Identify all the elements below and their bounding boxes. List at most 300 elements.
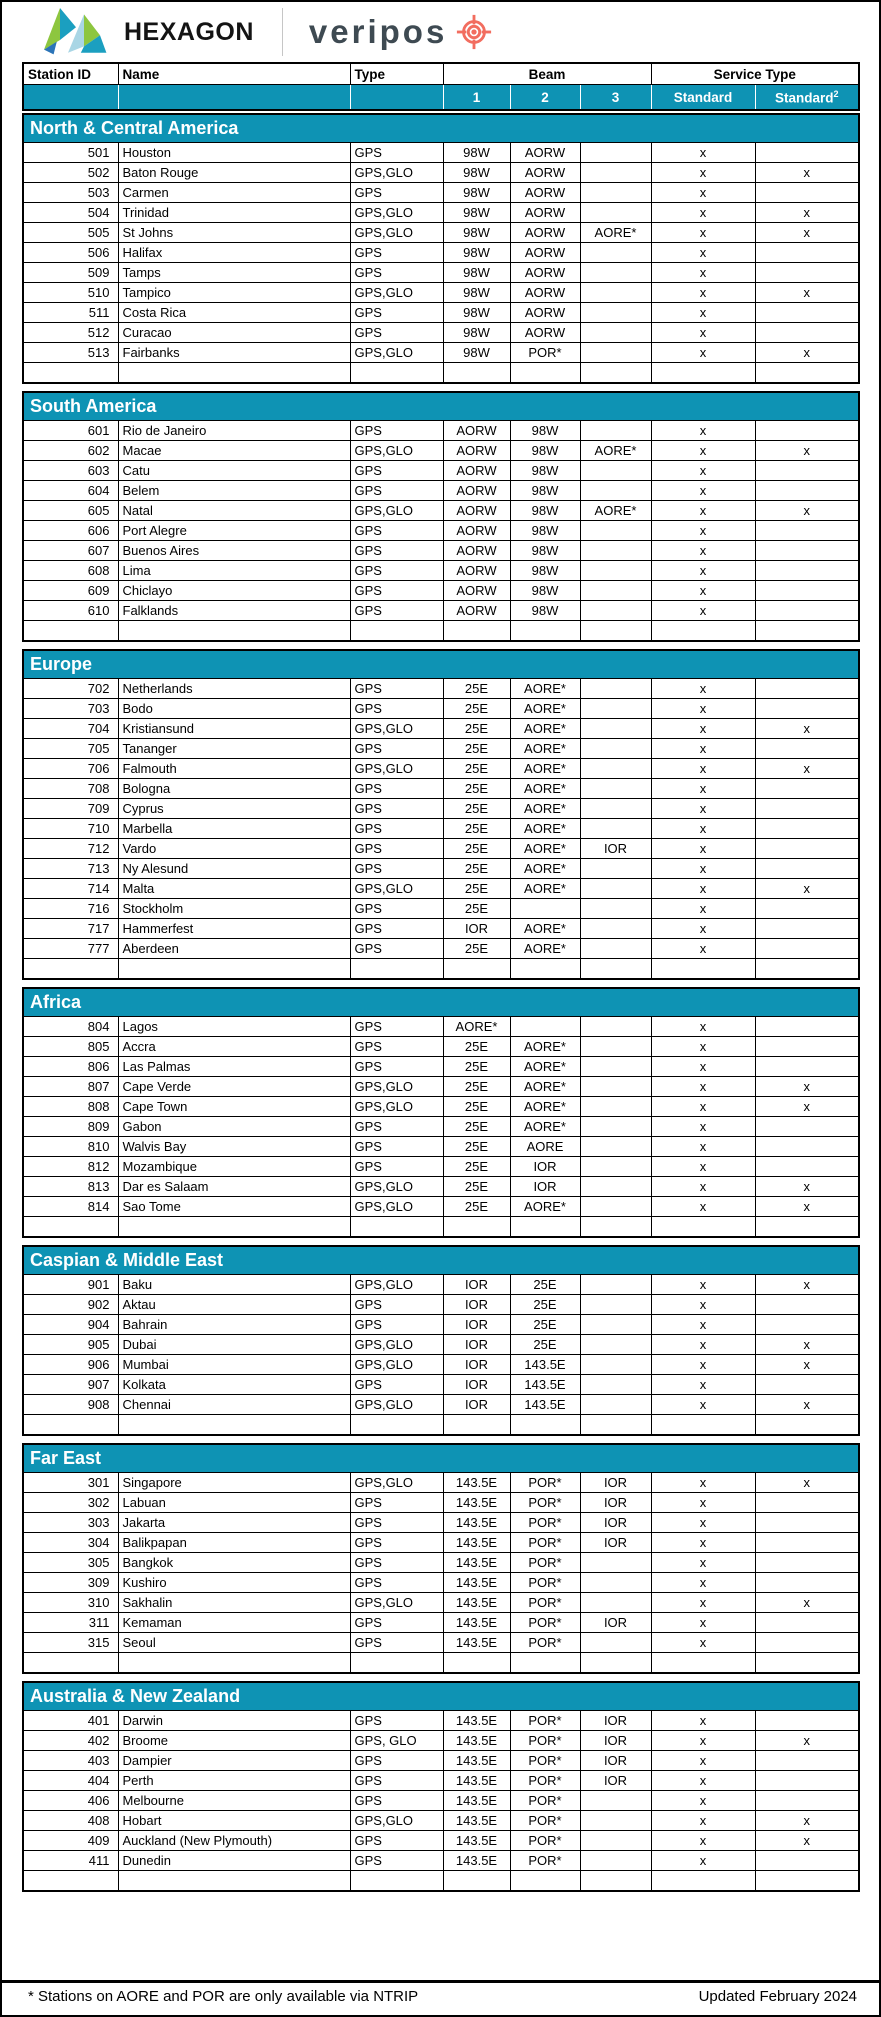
- table-row: [23, 323, 859, 343]
- type-cell: GPS,GLO: [350, 1077, 443, 1097]
- type-cell: GPS: [350, 1791, 443, 1811]
- beam2-cell: AORW: [510, 163, 580, 183]
- beam3-cell: [580, 163, 651, 183]
- table-row: [23, 1395, 859, 1415]
- type-cell: GPS: [350, 1037, 443, 1057]
- station-id-cell: 315: [23, 1633, 118, 1653]
- station-id-cell: 703: [23, 699, 118, 719]
- beam1-cell: AORW: [443, 441, 510, 461]
- standard-cell: x: [651, 1117, 755, 1137]
- standard-cell: x: [651, 859, 755, 879]
- type-cell: GPS,GLO: [350, 1197, 443, 1217]
- station-id-cell: 804: [23, 1017, 118, 1037]
- station-id-cell: 908: [23, 1395, 118, 1415]
- type-cell: GPS: [350, 1573, 443, 1593]
- beam1-cell: 143.5E: [443, 1593, 510, 1613]
- empty-cell: [118, 1653, 350, 1674]
- beam1-cell: 25E: [443, 759, 510, 779]
- name-cell: Houston: [118, 143, 350, 163]
- beam3-cell: [580, 1831, 651, 1851]
- table-row: [23, 1037, 859, 1057]
- name-cell: Baton Rouge: [118, 163, 350, 183]
- beam1-cell: 143.5E: [443, 1633, 510, 1653]
- station-id-cell: 901: [23, 1275, 118, 1295]
- name-cell: Bodo: [118, 699, 350, 719]
- beam3-cell: [580, 581, 651, 601]
- table-row: [23, 699, 859, 719]
- station-id-cell: 505: [23, 223, 118, 243]
- standard2-cell: x: [755, 501, 859, 521]
- station-id-cell: 502: [23, 163, 118, 183]
- table-row: [23, 1335, 859, 1355]
- name-cell: Macae: [118, 441, 350, 461]
- standard-cell: x: [651, 1097, 755, 1117]
- station-id-cell: 605: [23, 501, 118, 521]
- section-table: [22, 649, 860, 980]
- beam2-cell: 98W: [510, 521, 580, 541]
- station-id-cell: 304: [23, 1533, 118, 1553]
- name-cell: Trinidad: [118, 203, 350, 223]
- empty-cell: [510, 1653, 580, 1674]
- beam1-cell: 25E: [443, 699, 510, 719]
- name-cell: Cape Verde: [118, 1077, 350, 1097]
- station-id-cell: 777: [23, 939, 118, 959]
- standard-cell: x: [651, 323, 755, 343]
- empty-row: [23, 959, 859, 980]
- standard-cell: x: [651, 1177, 755, 1197]
- standard-cell: x: [651, 1037, 755, 1057]
- type-cell: GPS: [350, 1157, 443, 1177]
- type-cell: GPS: [350, 899, 443, 919]
- station-id-cell: 301: [23, 1473, 118, 1493]
- type-cell: GPS,GLO: [350, 501, 443, 521]
- beam1-cell: 143.5E: [443, 1513, 510, 1533]
- beam2-cell: POR*: [510, 1831, 580, 1851]
- empty-cell: [580, 1653, 651, 1674]
- name-cell: Chiclayo: [118, 581, 350, 601]
- name-cell: Tamps: [118, 263, 350, 283]
- name-cell: Las Palmas: [118, 1057, 350, 1077]
- beam1-cell: 25E: [443, 839, 510, 859]
- beam2-cell: AORE*: [510, 679, 580, 699]
- beam2-cell: [510, 899, 580, 919]
- empty-cell: [350, 621, 443, 642]
- beam2-cell: AORE*: [510, 759, 580, 779]
- standard2-cell: [755, 421, 859, 441]
- station-id-cell: 810: [23, 1137, 118, 1157]
- beam2-cell: POR*: [510, 1711, 580, 1731]
- beam2-cell: 143.5E: [510, 1355, 580, 1375]
- beam2-cell: AORE*: [510, 839, 580, 859]
- empty-cell: [443, 959, 510, 980]
- station-id-cell: 812: [23, 1157, 118, 1177]
- beam2-cell: AORW: [510, 223, 580, 243]
- beam1-cell: IOR: [443, 919, 510, 939]
- standard-cell: x: [651, 203, 755, 223]
- name-cell: Kemaman: [118, 1613, 350, 1633]
- beam2-cell: AORE*: [510, 859, 580, 879]
- table-row: [23, 1533, 859, 1553]
- empty-cell: [755, 621, 859, 642]
- beam1-cell: 25E: [443, 679, 510, 699]
- beam3-cell: IOR: [580, 839, 651, 859]
- empty-cell: [350, 959, 443, 980]
- name-cell: Sakhalin: [118, 1593, 350, 1613]
- sub-header-beam-2: 2: [510, 85, 580, 111]
- section-header-row: [23, 392, 859, 421]
- type-cell: GPS: [350, 243, 443, 263]
- beam1-cell: 143.5E: [443, 1731, 510, 1751]
- beam1-cell: AORE*: [443, 1017, 510, 1037]
- standard-cell: x: [651, 779, 755, 799]
- station-id-cell: 513: [23, 343, 118, 363]
- empty-cell: [118, 959, 350, 980]
- beam2-cell: 98W: [510, 461, 580, 481]
- beam1-cell: 25E: [443, 939, 510, 959]
- beam3-cell: [580, 1037, 651, 1057]
- table-row: [23, 1057, 859, 1077]
- standard2-cell: x: [755, 1811, 859, 1831]
- type-cell: GPS: [350, 1751, 443, 1771]
- standard-cell: x: [651, 1513, 755, 1533]
- station-id-cell: 805: [23, 1037, 118, 1057]
- empty-cell: [651, 1415, 755, 1436]
- name-cell: Halifax: [118, 243, 350, 263]
- beam3-cell: [580, 679, 651, 699]
- standard2-cell: [755, 679, 859, 699]
- station-id-cell: 603: [23, 461, 118, 481]
- empty-cell: [651, 1217, 755, 1238]
- beam1-cell: 143.5E: [443, 1811, 510, 1831]
- name-cell: Bologna: [118, 779, 350, 799]
- beam2-cell: 143.5E: [510, 1395, 580, 1415]
- name-cell: Dampier: [118, 1751, 350, 1771]
- section-header-row: [23, 114, 859, 143]
- beam1-cell: 25E: [443, 1037, 510, 1057]
- standard2-sup: 2: [833, 88, 839, 99]
- type-cell: GPS: [350, 1613, 443, 1633]
- standard2-cell: x: [755, 1077, 859, 1097]
- beam1-cell: 143.5E: [443, 1493, 510, 1513]
- station-id-cell: 713: [23, 859, 118, 879]
- beam1-cell: 98W: [443, 203, 510, 223]
- name-cell: Bangkok: [118, 1553, 350, 1573]
- empty-cell: [118, 1217, 350, 1238]
- beam1-cell: 143.5E: [443, 1751, 510, 1771]
- beam1-cell: IOR: [443, 1275, 510, 1295]
- station-id-cell: 311: [23, 1613, 118, 1633]
- beam2-cell: [510, 1017, 580, 1037]
- beam2-cell: AORE*: [510, 799, 580, 819]
- empty-cell: [755, 959, 859, 980]
- veripos-target-icon: [455, 13, 493, 51]
- beam3-cell: IOR: [580, 1473, 651, 1493]
- beam3-cell: [580, 1117, 651, 1137]
- sub-header-standard: Standard: [651, 85, 755, 111]
- name-cell: Fairbanks: [118, 343, 350, 363]
- standard2-cell: x: [755, 879, 859, 899]
- station-id-cell: 411: [23, 1851, 118, 1871]
- beam2-cell: AORE*: [510, 919, 580, 939]
- standard-cell: x: [651, 561, 755, 581]
- type-cell: GPS: [350, 1513, 443, 1533]
- section-title: Far East: [23, 1444, 859, 1473]
- type-cell: GPS: [350, 1633, 443, 1653]
- station-id-cell: 807: [23, 1077, 118, 1097]
- beam1-cell: 143.5E: [443, 1553, 510, 1573]
- empty-cell: [118, 1871, 350, 1892]
- empty-cell: [350, 363, 443, 384]
- standard-cell: x: [651, 421, 755, 441]
- station-id-cell: 506: [23, 243, 118, 263]
- type-cell: GPS: [350, 1493, 443, 1513]
- type-cell: GPS,GLO: [350, 1395, 443, 1415]
- station-id-cell: 702: [23, 679, 118, 699]
- name-cell: Darwin: [118, 1711, 350, 1731]
- type-cell: GPS,GLO: [350, 1097, 443, 1117]
- table-row: [23, 1197, 859, 1217]
- beam1-cell: 25E: [443, 899, 510, 919]
- standard-cell: x: [651, 759, 755, 779]
- table-row: [23, 1573, 859, 1593]
- name-cell: Dubai: [118, 1335, 350, 1355]
- station-id-cell: 510: [23, 283, 118, 303]
- type-cell: GPS: [350, 421, 443, 441]
- table-row: [23, 1177, 859, 1197]
- section-table: [22, 1443, 860, 1674]
- standard2-cell: [755, 1057, 859, 1077]
- station-id-cell: 717: [23, 919, 118, 939]
- station-id-cell: 501: [23, 143, 118, 163]
- standard2-cell: x: [755, 1473, 859, 1493]
- standard2-cell: [755, 1573, 859, 1593]
- empty-cell: [651, 1871, 755, 1892]
- empty-cell: [443, 1217, 510, 1238]
- table-row: [23, 1097, 859, 1117]
- beam2-cell: POR*: [510, 1493, 580, 1513]
- beam2-cell: POR*: [510, 1811, 580, 1831]
- type-cell: GPS,GLO: [350, 1811, 443, 1831]
- type-cell: GPS: [350, 839, 443, 859]
- standard2-cell: [755, 1633, 859, 1653]
- beam3-cell: IOR: [580, 1613, 651, 1633]
- beam3-cell: IOR: [580, 1771, 651, 1791]
- table-row: [23, 859, 859, 879]
- beam1-cell: 25E: [443, 859, 510, 879]
- table-row: [23, 1771, 859, 1791]
- standard-cell: x: [651, 1077, 755, 1097]
- type-cell: GPS: [350, 581, 443, 601]
- type-cell: GPS: [350, 601, 443, 621]
- type-cell: GPS,GLO: [350, 203, 443, 223]
- standard2-cell: [755, 739, 859, 759]
- station-id-cell: 504: [23, 203, 118, 223]
- footnote: * Stations on AORE and POR are only available via NTRIP: [28, 1988, 419, 2005]
- type-cell: GPS,GLO: [350, 879, 443, 899]
- beam1-cell: 25E: [443, 779, 510, 799]
- standard2-cell: x: [755, 1197, 859, 1217]
- table-row: [23, 421, 859, 441]
- station-id-cell: 601: [23, 421, 118, 441]
- standard-cell: x: [651, 1731, 755, 1751]
- table-row: [23, 1553, 859, 1573]
- veripos-wordmark: veripos: [308, 13, 448, 50]
- station-id-cell: 302: [23, 1493, 118, 1513]
- standard2-cell: [755, 481, 859, 501]
- station-id-cell: 902: [23, 1295, 118, 1315]
- beam3-cell: [580, 799, 651, 819]
- beam1-cell: 98W: [443, 143, 510, 163]
- beam2-cell: 143.5E: [510, 1375, 580, 1395]
- beam3-cell: [580, 779, 651, 799]
- section-table: [22, 987, 860, 1238]
- standard2-cell: x: [755, 283, 859, 303]
- empty-cell: [580, 1217, 651, 1238]
- beam2-cell: POR*: [510, 1473, 580, 1493]
- standard2-cell: [755, 1315, 859, 1335]
- empty-cell: [755, 1871, 859, 1892]
- type-cell: GPS: [350, 541, 443, 561]
- empty-cell: [580, 363, 651, 384]
- table-row: [23, 143, 859, 163]
- beam3-cell: [580, 303, 651, 323]
- standard2-cell: [755, 799, 859, 819]
- empty-cell: [443, 1415, 510, 1436]
- empty-cell: [23, 621, 118, 642]
- section-table: [22, 1681, 860, 1892]
- type-cell: GPS: [350, 183, 443, 203]
- empty-cell: [510, 1217, 580, 1238]
- standard-cell: x: [651, 719, 755, 739]
- beam3-cell: AORE*: [580, 223, 651, 243]
- empty-cell: [350, 1217, 443, 1238]
- standard-cell: x: [651, 501, 755, 521]
- beam3-cell: IOR: [580, 1711, 651, 1731]
- sub-header-beam-1: 1: [443, 85, 510, 111]
- beam2-cell: POR*: [510, 1633, 580, 1653]
- type-cell: GPS: [350, 263, 443, 283]
- empty-cell: [350, 1415, 443, 1436]
- station-id-cell: 709: [23, 799, 118, 819]
- standard-cell: x: [651, 1613, 755, 1633]
- table-row: [23, 799, 859, 819]
- beam2-cell: 98W: [510, 421, 580, 441]
- beam1-cell: IOR: [443, 1315, 510, 1335]
- beam3-cell: [580, 1157, 651, 1177]
- table-row: [23, 1751, 859, 1771]
- beam2-cell: 25E: [510, 1315, 580, 1335]
- beam2-cell: AORE*: [510, 939, 580, 959]
- station-id-cell: 305: [23, 1553, 118, 1573]
- standard2-cell: x: [755, 719, 859, 739]
- table-row: [23, 819, 859, 839]
- standard2-cell: [755, 1295, 859, 1315]
- section-title: Europe: [23, 650, 859, 679]
- standard-cell: x: [651, 799, 755, 819]
- beam3-cell: IOR: [580, 1533, 651, 1553]
- name-cell: Lima: [118, 561, 350, 581]
- station-id-cell: 708: [23, 779, 118, 799]
- station-id-cell: 309: [23, 1573, 118, 1593]
- beam3-cell: AORE*: [580, 501, 651, 521]
- beam2-cell: POR*: [510, 1533, 580, 1553]
- standard-cell: x: [651, 1197, 755, 1217]
- station-id-cell: 714: [23, 879, 118, 899]
- type-cell: GPS,GLO: [350, 343, 443, 363]
- beam1-cell: 25E: [443, 1137, 510, 1157]
- beam3-cell: [580, 481, 651, 501]
- type-cell: GPS: [350, 739, 443, 759]
- beam2-cell: 98W: [510, 581, 580, 601]
- type-cell: GPS: [350, 699, 443, 719]
- type-cell: GPS, GLO: [350, 1731, 443, 1751]
- col-header-service-type: Service Type: [651, 63, 859, 85]
- standard2-cell: [755, 323, 859, 343]
- standard-cell: x: [651, 163, 755, 183]
- type-cell: GPS: [350, 561, 443, 581]
- beam1-cell: 25E: [443, 1157, 510, 1177]
- table-row: [23, 1117, 859, 1137]
- table-row: [23, 303, 859, 323]
- beam1-cell: 143.5E: [443, 1473, 510, 1493]
- beam3-cell: AORE*: [580, 441, 651, 461]
- table-row: [23, 939, 859, 959]
- beam1-cell: AORW: [443, 541, 510, 561]
- station-id-cell: 511: [23, 303, 118, 323]
- beam2-cell: AORE*: [510, 719, 580, 739]
- beam3-cell: [580, 541, 651, 561]
- standard-cell: x: [651, 679, 755, 699]
- station-id-cell: 905: [23, 1335, 118, 1355]
- beam3-cell: [580, 1633, 651, 1653]
- standard-cell: x: [651, 939, 755, 959]
- name-cell: Vardo: [118, 839, 350, 859]
- beam3-cell: [580, 1335, 651, 1355]
- beam2-cell: AORW: [510, 263, 580, 283]
- beam3-cell: [580, 1077, 651, 1097]
- beam2-cell: POR*: [510, 1731, 580, 1751]
- beam2-cell: 98W: [510, 481, 580, 501]
- name-cell: Singapore: [118, 1473, 350, 1493]
- table-row: [23, 163, 859, 183]
- name-cell: Kolkata: [118, 1375, 350, 1395]
- empty-cell: [580, 959, 651, 980]
- beam2-cell: 98W: [510, 561, 580, 581]
- type-cell: GPS: [350, 1137, 443, 1157]
- table-row: [23, 1851, 859, 1871]
- table-row: [23, 1077, 859, 1097]
- beam1-cell: AORW: [443, 481, 510, 501]
- beam1-cell: 25E: [443, 819, 510, 839]
- section-header-row: [23, 1444, 859, 1473]
- beam2-cell: POR*: [510, 1593, 580, 1613]
- empty-cell: [118, 363, 350, 384]
- name-cell: Buenos Aires: [118, 541, 350, 561]
- table-row: [23, 601, 859, 621]
- table-row: [23, 1315, 859, 1335]
- beam2-cell: AORW: [510, 243, 580, 263]
- standard2-cell: [755, 1711, 859, 1731]
- standard2-cell: [755, 699, 859, 719]
- standard-cell: x: [651, 1851, 755, 1871]
- table-row: [23, 541, 859, 561]
- station-id-cell: 503: [23, 183, 118, 203]
- station-id-cell: 814: [23, 1197, 118, 1217]
- name-cell: Catu: [118, 461, 350, 481]
- beam1-cell: 98W: [443, 343, 510, 363]
- type-cell: GPS,GLO: [350, 163, 443, 183]
- beam3-cell: [580, 1811, 651, 1831]
